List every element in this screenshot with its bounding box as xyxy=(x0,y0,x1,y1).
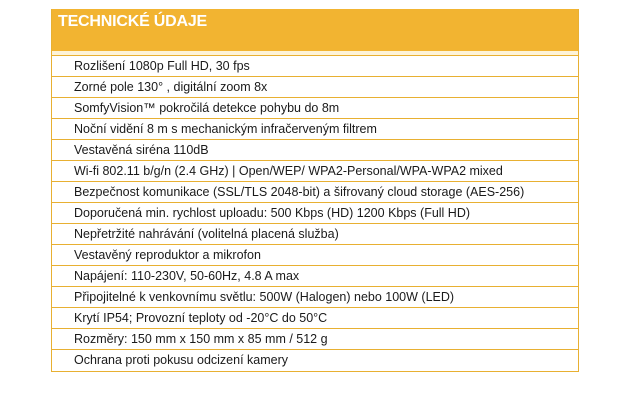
spec-row: Bezpečnost komunikace (SSL/TLS 2048-bit) a šifrovaný cloud storage (AES-256) xyxy=(52,182,578,203)
spec-row: Nepřetržité nahrávání (volitelná placená služba) xyxy=(52,224,578,245)
spec-row: Rozlišení 1080p Full HD, 30 fps xyxy=(52,56,578,77)
spec-row: Připojitelné k venkovnímu světlu: 500W (Halogen) nebo 100W (LED) xyxy=(52,287,578,308)
spec-row: Vestavěná siréna 110dB xyxy=(52,140,578,161)
spec-row: Zorné pole 130° , digitální zoom 8x xyxy=(52,77,578,98)
spec-row: Krytí IP54; Provozní teploty od -20°C do 50°C xyxy=(52,308,578,329)
spec-row: Wi-fi 802.11 b/g/n (2.4 GHz) | Open/WEP/ WPA2-Personal/WPA-WPA2 mixed xyxy=(52,161,578,182)
spec-rows xyxy=(52,56,578,371)
spec-row: Ochrana proti pokusu odcizení kamery xyxy=(74,353,288,367)
spec-row: Noční vidění 8 m s mechanickým infračerveným filtrem xyxy=(52,119,578,140)
spec-row: SomfyVision™ pokročilá detekce pohybu do 8m xyxy=(52,98,578,119)
spec-row: Doporučená min. rychlost uploadu: 500 Kbps (HD) 1200 Kbps (Full HD) xyxy=(52,203,578,224)
spec-row: Napájení: 110-230V, 50-60Hz, 4.8 A max xyxy=(52,266,578,287)
spec-row: Rozměry: 150 mm x 150 mm x 85 mm / 512 g xyxy=(52,329,578,350)
spec-table xyxy=(51,9,579,372)
spec-table-title: TECHNICKÉ ÚDAJE xyxy=(52,9,578,51)
spec-row: Vestavěný reproduktor a mikrofon xyxy=(52,245,578,266)
